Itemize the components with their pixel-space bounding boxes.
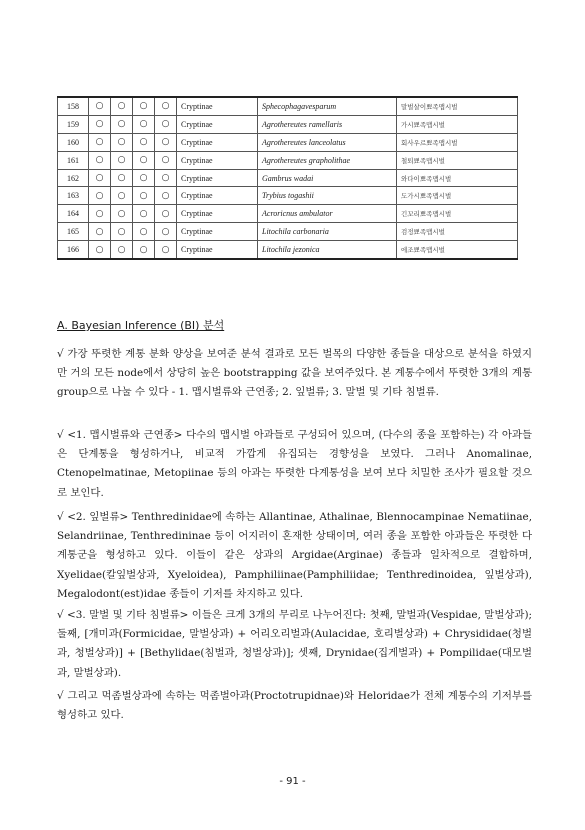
subfamily-cell: Cryptinae: [177, 97, 258, 115]
paragraph-group-3: √ <3. 말벌 및 기타 침벌류> 이들은 크게 3개의 무리로 나누어진다: 첫째, 말벌과(Vespidae, 말벌상과); 둘째, [개미과(Formicidae, 말벌상과) + 어리오리벌과(Aulacidae, 호리벌상과) + Chrysididae(청벌과, 청벌상과)] + [Bethylidae(침벌과, 청벌상과)]; 셋째, Drynidae(집게벌과) + Pompilidae(대모벌과, 말벌상과).: [57, 609, 532, 679]
row-number: 158: [58, 97, 89, 115]
table-row: [58, 187, 518, 205]
presence-mark: ○: [89, 241, 111, 259]
species-name-cell: Agrothereutes grapholithae: [258, 151, 397, 169]
presence-mark: ○: [89, 223, 111, 241]
presence-mark: ○: [111, 169, 133, 187]
row-number: 164: [58, 205, 89, 223]
row-number: 165: [58, 223, 89, 241]
presence-mark: ○: [111, 97, 133, 115]
subfamily-cell: Cryptinae: [177, 151, 258, 169]
presence-mark: ○: [133, 169, 155, 187]
presence-mark: ○: [155, 133, 177, 151]
row-number: 160: [58, 133, 89, 151]
presence-mark: ○: [155, 187, 177, 205]
korean-name-cell: 검정뾰족맵시벌: [397, 223, 518, 241]
presence-mark: ○: [111, 151, 133, 169]
presence-mark: ○: [111, 223, 133, 241]
species-name-cell: Litochila carbonaria: [258, 223, 397, 241]
korean-name-cell: 회사우르뾰족맵시벌: [397, 133, 518, 151]
species-name-cell: Gambrus wadai: [258, 169, 397, 187]
presence-mark: ○: [89, 97, 111, 115]
subfamily-cell: Cryptinae: [177, 187, 258, 205]
species-name-cell: Acroricnus ambulator: [258, 205, 397, 223]
presence-mark: ○: [89, 133, 111, 151]
row-number: 162: [58, 169, 89, 187]
presence-mark: ○: [111, 115, 133, 133]
row-number: 159: [58, 115, 89, 133]
paragraph-basal: √ 그리고 먹좀벌상과에 속하는 먹좀벌아과(Proctotrupidnae)와 Heloridae가 전체 계통수의 기저부를 형성하고 있다.: [57, 690, 532, 722]
species-name-cell: Trybius togashii: [258, 187, 397, 205]
presence-mark: ○: [155, 223, 177, 241]
presence-mark: ○: [133, 241, 155, 259]
row-number: 166: [58, 241, 89, 259]
species-table: [57, 96, 518, 260]
korean-name-cell: 에조뾰족맵시벌: [397, 241, 518, 259]
table-row: [58, 133, 518, 151]
subfamily-cell: Cryptinae: [177, 169, 258, 187]
species-name-cell: Litochila jezonica: [258, 241, 397, 259]
row-number: 163: [58, 187, 89, 205]
table-row: [58, 97, 518, 115]
korean-name-cell: 가시뾰족맵시벌: [397, 115, 518, 133]
subfamily-cell: Cryptinae: [177, 223, 258, 241]
table-row: [58, 223, 518, 241]
presence-mark: ○: [133, 187, 155, 205]
presence-mark: ○: [89, 187, 111, 205]
table-row: [58, 241, 518, 259]
presence-mark: ○: [111, 187, 133, 205]
species-name-cell: Agrothereutes ramellaris: [258, 115, 397, 133]
presence-mark: ○: [133, 205, 155, 223]
species-name-cell: Agrothereutes lanceolatus: [258, 133, 397, 151]
presence-mark: ○: [155, 169, 177, 187]
presence-mark: ○: [155, 97, 177, 115]
presence-mark: ○: [111, 133, 133, 151]
presence-mark: ○: [133, 223, 155, 241]
paragraph-overview: √ 가장 뚜렷한 계통 분화 양상을 보여준 분석 결과로 모든 벌목의 다양한 종들을 대상으로 분석을 하였지만 거의 모든 node에서 상당히 높은 bootstrapping 값을 보여주었다. 본 계통수에서 뚜렷한 3개의 계통 group으로 나눌 수 있다 - 1. 맵시벌류와 근연종; 2. 잎벌류; 3. 말벌 및 기타 침벌류.: [57, 348, 532, 399]
subfamily-cell: Cryptinae: [177, 205, 258, 223]
row-number: 161: [58, 151, 89, 169]
presence-mark: ○: [89, 205, 111, 223]
table-row: [58, 169, 518, 187]
presence-mark: ○: [133, 115, 155, 133]
presence-mark: ○: [111, 241, 133, 259]
presence-mark: ○: [155, 115, 177, 133]
presence-mark: ○: [133, 133, 155, 151]
subfamily-cell: Cryptinae: [177, 115, 258, 133]
presence-mark: ○: [155, 205, 177, 223]
table-row: [58, 151, 518, 169]
subfamily-cell: Cryptinae: [177, 241, 258, 259]
page-number: - 91 -: [279, 776, 306, 787]
korean-name-cell: 말벌살이뾰족맵시벌: [397, 97, 518, 115]
presence-mark: ○: [89, 115, 111, 133]
presence-mark: ○: [111, 205, 133, 223]
species-table-body: [58, 97, 518, 259]
paragraph-group-1: √ <1. 맵시벌류와 근연종> 다수의 맵시벌 아과들로 구성되어 있으며, (다수의 종을 포함하는) 각 아과들은 단계통을 형성하거나, 비교적 가깝게 유집되는 경향성을 보였다. 그러나 Anomalinae, Ctenopelmatinae, Metopiinae 등의 아과는 뚜렷한 다계통성을 보여 보다 치밀한 조사가 필요할 것으로 보인다.: [57, 429, 532, 499]
section-title: A. Bayesian Inference (BI) 분석: [57, 319, 225, 332]
subfamily-cell: Cryptinae: [177, 133, 258, 151]
korean-name-cell: 긴꼬리뾰족맵시벌: [397, 205, 518, 223]
presence-mark: ○: [155, 241, 177, 259]
korean-name-cell: 도가시뾰족맵시벌: [397, 187, 518, 205]
presence-mark: ○: [89, 169, 111, 187]
table-row: [58, 115, 518, 133]
paragraph-group-2: √ <2. 잎벌류> Tenthredinidae에 속하는 Allantinae, Athalinae, Blennocampinae Nematiinae, Selandriinae, Tenthredininae 등이 어지러이 혼재한 상태이며, 여러 종을 포함한 아과들은 뚜렷한 다계통군을 형성하고 있다. 이들이 같은 상과의 Argidae(Arginae) 종들과 일차적으로 결합하며, Xyelidae(칼잎벌상과, Xyeloidea), Pamphiliinae(Pamphiliidae; Tenthredinoidea, 잎벌상과), Megalodont(est)idae 종들이 기저를 차지하고 있다.: [57, 511, 532, 600]
presence-mark: ○: [89, 151, 111, 169]
table-row: [58, 205, 518, 223]
korean-name-cell: 와다이뾰족맵시벌: [397, 169, 518, 187]
presence-mark: ○: [155, 151, 177, 169]
korean-name-cell: 철퇴뾰족맵시벌: [397, 151, 518, 169]
presence-mark: ○: [133, 97, 155, 115]
presence-mark: ○: [133, 151, 155, 169]
species-name-cell: Sphecophagavesparum: [258, 97, 397, 115]
